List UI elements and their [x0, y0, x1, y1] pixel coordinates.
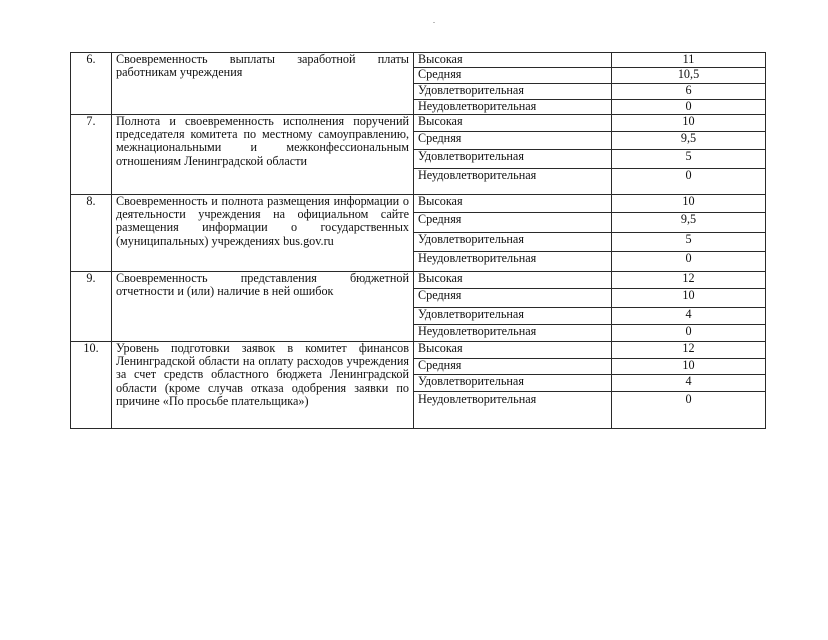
score-value: 0 [612, 325, 766, 342]
level-label: Высокая [414, 115, 612, 132]
table-row [71, 115, 766, 132]
score-value: 5 [612, 150, 766, 169]
level-label: Высокая [414, 342, 612, 359]
score-value: 12 [612, 342, 766, 359]
score-value: 10,5 [612, 68, 766, 84]
score-value: 12 [612, 272, 766, 289]
score-value: 4 [612, 308, 766, 325]
table-row [71, 195, 766, 213]
score-value: 10 [612, 115, 766, 132]
score-value: 5 [612, 233, 766, 252]
score-value: 10 [612, 289, 766, 308]
score-value: 0 [612, 252, 766, 272]
level-label: Удовлетворительная [414, 233, 612, 252]
level-label: Высокая [414, 272, 612, 289]
level-label: Неудовлетворительная [414, 252, 612, 272]
level-label: Неудовлетворительная [414, 392, 612, 429]
score-value: 11 [612, 53, 766, 68]
criterion-text: Своевременность и полнота размещения информации о деятельности учреждения на официальном сайте размещения информации о государственных (муниципальных) учреждениях bus.gov.ru [112, 195, 414, 272]
criteria-table [70, 52, 766, 429]
table-row [71, 272, 766, 289]
row-number: 6. [71, 53, 112, 115]
scan-speck [433, 22, 435, 23]
row-number: 9. [71, 272, 112, 342]
score-value: 6 [612, 84, 766, 100]
criterion-text: Полнота и своевременность исполнения поручений председателя комитета по местному самоуправлению, межнациональными и межконфессиональным отношениям Ленинградской области [112, 115, 414, 195]
level-label: Средняя [414, 68, 612, 84]
score-value: 10 [612, 195, 766, 213]
level-label: Удовлетворительная [414, 150, 612, 169]
criterion-text: Своевременность выплаты заработной платы работникам учреждения [112, 53, 414, 115]
level-label: Средняя [414, 213, 612, 233]
row-number: 8. [71, 195, 112, 272]
level-label: Неудовлетворительная [414, 325, 612, 342]
criterion-text: Своевременность представления бюджетной отчетности и (или) наличие в ней ошибок [112, 272, 414, 342]
level-label: Удовлетворительная [414, 308, 612, 325]
score-value: 0 [612, 392, 766, 429]
level-label: Средняя [414, 289, 612, 308]
level-label: Средняя [414, 132, 612, 150]
row-number: 7. [71, 115, 112, 195]
level-label: Удовлетворительная [414, 84, 612, 100]
row-number: 10. [71, 342, 112, 429]
score-value: 10 [612, 359, 766, 375]
level-label: Неудовлетворительная [414, 100, 612, 115]
score-value: 0 [612, 100, 766, 115]
criteria-table-container [70, 52, 765, 429]
score-value: 9,5 [612, 132, 766, 150]
table-row [71, 342, 766, 359]
level-label: Удовлетворительная [414, 375, 612, 392]
level-label: Высокая [414, 53, 612, 68]
level-label: Средняя [414, 359, 612, 375]
score-value: 4 [612, 375, 766, 392]
table-row [71, 53, 766, 68]
score-value: 9,5 [612, 213, 766, 233]
criterion-text: Уровень подготовки заявок в комитет финансов Ленинградской области на оплату расходов учреждения за счет средств областного бюджета Ленинградской области (кроме случав отказа одобрения заявки по причине «По просьбе плательщика») [112, 342, 414, 429]
score-value: 0 [612, 169, 766, 195]
level-label: Неудовлетворительная [414, 169, 612, 195]
level-label: Высокая [414, 195, 612, 213]
